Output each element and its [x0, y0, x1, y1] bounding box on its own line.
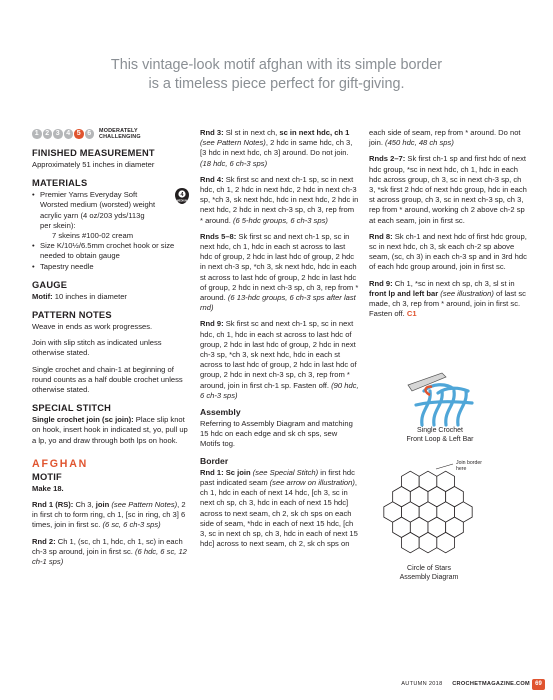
skill-dot-6: 6	[85, 129, 95, 139]
rnd-note: (see arrow on illustration)	[269, 477, 355, 487]
rnd-count: (90 hdc, 6 ch-3 sps)	[200, 380, 359, 400]
materials-item-2: • Size K/10½/6.5mm crochet hook or size needed to obtain gauge	[32, 241, 190, 261]
material-line: Premier Yarns Everyday Soft	[40, 190, 138, 200]
rnd-text: in first hdc past indicated seam	[200, 467, 355, 487]
page-footer	[370, 681, 530, 687]
special-stitch-heading: SPECIAL STITCH	[32, 403, 112, 414]
join-pointer	[436, 464, 453, 469]
rnd-label: Rnd 4:	[200, 174, 224, 184]
special-stitch-label: Single crochet join (sc join):	[32, 415, 134, 425]
rnd-note: (see Pattern Notes)	[200, 138, 266, 148]
rnd-text: each side of seam, rep from * around. Do not join.	[369, 128, 521, 148]
rnd-text: , 2 hdc in same hdc, ch 3, [3 hdc in next hdc, ch 3] around. Do not join.	[200, 138, 353, 158]
yarn-strand	[458, 391, 466, 425]
intro-line-2: is a timeless piece perfect for gift-giving.	[148, 76, 405, 92]
column-2	[200, 128, 359, 555]
rnd-count: (6 hdc, 6 sc, 12 ch-1 sps)	[32, 546, 187, 567]
assembly-diagram-caption	[384, 564, 474, 582]
stitch-illustration	[402, 365, 478, 431]
footer-issue: AUTUMN 2018	[401, 681, 443, 687]
column-1	[32, 128, 190, 573]
border-rnd-9	[369, 279, 528, 320]
rnd-bold: Sc join	[223, 467, 251, 477]
materials-item-3: • Tapestry needle	[32, 262, 190, 272]
assembly-diagram	[367, 460, 489, 564]
rnd-bold: front lp and left bar	[369, 288, 439, 298]
finished-text: Approximately 51 inches in diameter	[32, 160, 155, 169]
caption-line: Assembly Diagram	[399, 574, 459, 581]
materials-heading: MATERIALS	[32, 178, 88, 189]
rnd-text: Ch 3,	[73, 500, 96, 510]
rnd-count: (6 5-hdc groups, 6 ch-3 sps)	[232, 215, 328, 225]
skill-label-line-2: CHALLENGING	[99, 134, 141, 140]
materials-item-1	[32, 190, 190, 241]
rnd-count: (6 13-hdc groups, 6 ch-3 sps after last rnd)	[200, 293, 356, 313]
rnd-label: Rnd 9:	[369, 278, 393, 288]
gauge-heading: GAUGE	[32, 279, 68, 290]
rnd-label: Rnd 3:	[200, 128, 224, 137]
border-rnd-1	[200, 468, 359, 550]
rnd-label: Rnd 9:	[200, 319, 224, 329]
hexagon-grid	[384, 471, 472, 553]
rnd-text: Sk first ch-1 sp and first hdc of next hdc group, *sc in next hdc, ch 1, hdc in each hdc across group, ch 3, sc in next ch-3 sp, ch 3, *sk first 2 hdc of next hdc group, hdc in each st across group, ch 3, sc in next ch-3 sp, ch 3, rep from * around, working ch 2 above ch-2 sp at each seam, join in first sc.	[369, 154, 527, 225]
special-stitch-text	[32, 415, 190, 446]
assembly-text: Referring to Assembly Diagram and matching 15 hdc on each edge and sk ch sps, sew Motifs tog.	[200, 419, 353, 449]
pattern-note-2: Join with slip stitch as indicated unless otherwise stated.	[32, 338, 162, 358]
rnd-text: Sl st in next ch,	[223, 128, 280, 137]
assembly-heading: Assembly	[200, 407, 241, 418]
pattern-note-3: Single crochet and chain-1 at beginning of round counts as a half double crochet unless otherwise stated.	[32, 364, 183, 395]
border-rnds-2-7	[369, 154, 528, 225]
rnd-note: (see Special Stitch)	[250, 467, 319, 477]
rnd-text: Sk first sc and next ch-1 sp, sc in next hdc, ch 1, hdc in each st across to last hdc of group, 2 hdc in last hdc of group, 2 hdc in next ch-3 sp, *ch 3, sk next hdc, hdc in each st across to last hdc of group, 2 hdc in last hdc of group, 2 hdc in next ch-3 sp, ch 3, rep from * around.	[200, 231, 359, 303]
rnd-text: , 2 in first ch to form ring, ch 1, [sc in ring, ch 3] 6 times, join in first sc.	[32, 500, 186, 530]
column-3	[369, 128, 528, 325]
rnd-text: Sk first sc and next ch-1 sp, sc in next hdc, ch 1, 2 hdc in next hdc, 2 hdc in next ch-3 sp, *ch 3, sk next hdc, hdc in next hdc, 2 hdc in next hdc, 2 hdc in next ch-3 sp, ch 3, rep from * around.	[200, 174, 359, 225]
yarn-weight-4-medium-icon	[174, 187, 190, 205]
rnd-text: Sk first sc and next ch-1 sp, sc in next hdc, ch 1, hdc in each st across to last hdc of group, 2 hdc in last hdc of group, 2 hdc in next ch-3 sp, *ch 3, sk next hdc, hdc in each st across to last hdc of group, 2 hdc in last hdc of group, 2 hdc in next ch-3 sp, ch 3, rep from * around, join in first ch-1 sp. Fasten off.	[200, 319, 357, 390]
rnd-label: Rnd 8:	[369, 231, 393, 241]
pattern-note-1: Weave in ends as work progresses.	[32, 322, 153, 332]
rnd-count: (6 sc, 6 ch-3 sps)	[102, 520, 161, 530]
page-number: 69	[532, 679, 545, 690]
join-label-line-2: here	[456, 466, 467, 472]
gauge-text	[32, 292, 190, 302]
rnd-note: (see Pattern Notes)	[109, 500, 178, 510]
rnd-label: Rnds 2–7:	[369, 154, 406, 164]
rnd-text: Ch 1, *sc in next ch sp, ch 3, sl st in	[392, 278, 515, 288]
motif-rnd-2	[32, 537, 190, 568]
rnd-text: , ch 1, hdc in each of next 14 hdc, [ch 3, sc in next ch sp, ch 3, hdc in each of next 15 hdc] across to next seam, ch 2, sk ch sps on each side of seam, *hdc in each of next 15 hdc, [ch 3, sc in next ch sp, ch 3, hdc in each of next 15 hdc] across to next seam, ch 2, sk ch sps on	[200, 477, 358, 549]
yarn-strand	[422, 391, 430, 425]
skill-dot-1: 1	[32, 129, 42, 139]
intro-line-1: This vintage-look motif afghan with its simple border	[110, 57, 443, 73]
pattern-notes-heading: PATTERN NOTES	[32, 310, 112, 321]
stitch-illustration-caption	[388, 426, 492, 444]
rnd-label: Rnds 5–8:	[200, 231, 237, 241]
special-stitch-body: Place slip knot on hook, insert hook in indicated st, yo, pull up a lp, yo and draw through both lps on hook.	[32, 415, 188, 445]
rnd-text: Sk ch-1 and next hdc of first hdc group, sc in next hdc, ch 3, sk each ch-2 sp above seam, (sc, ch 3) in each ch-3 sp and in 3rd hdc of each hdc group around, join in first sc.	[369, 231, 527, 272]
rnd-note: (see illustration)	[438, 288, 494, 298]
motif-rnd-9	[200, 319, 359, 401]
motif-rnds-5-8	[200, 232, 359, 314]
skill-dot-5: 5	[74, 129, 84, 139]
materials-item-1-text	[32, 190, 155, 241]
motif-heading: MOTIF	[32, 471, 62, 482]
caption-line: Front Loop & Left Bar	[406, 436, 474, 443]
end-mark: C1	[406, 309, 417, 319]
skill-dot-2: 2	[43, 129, 53, 139]
rnd-label: Rnd 1 (RS):	[32, 500, 74, 510]
motif-rnd-3	[200, 128, 359, 169]
yarn-strand	[446, 391, 454, 425]
motif-rnd-1	[32, 500, 190, 531]
rnd-bold: sc in next hdc, ch 1	[279, 128, 350, 137]
material-line: per skein):	[40, 220, 76, 230]
material-line: 7 skeins #100-02 cream	[52, 231, 134, 241]
caption-line: Circle of Stars	[407, 565, 451, 572]
skill-dot-3: 3	[53, 129, 63, 139]
gauge-label: Motif:	[32, 291, 53, 301]
skill-level-indicator	[32, 128, 190, 140]
yarn-weight-word: MEDIUM	[176, 199, 188, 203]
border-rnd-1-continued	[369, 128, 528, 148]
gauge-value: 10 inches in diameter	[52, 291, 127, 301]
rnd-text: of last sc made, ch 3, rep from * around, join in first sc. Fasten off.	[369, 288, 526, 319]
yarn-strand	[434, 391, 442, 425]
footer-site: CROCHETMAGAZINE.COM	[452, 681, 530, 687]
rnd-label: Rnd 1:	[200, 467, 224, 477]
rnd-text: Ch 1, (sc, ch 1, hdc, ch 1, sc) in each ch-3 sp around, join in first sc.	[32, 536, 183, 556]
join-label-line-1: Join border	[456, 460, 482, 466]
skill-dot-4: 4	[64, 129, 74, 139]
border-heading: Border	[200, 455, 229, 466]
skill-label-line-1: MODERATELY	[99, 128, 138, 134]
finished-heading: FINISHED MEASUREMENT	[32, 148, 155, 158]
material-line: Worsted medium (worsted) weight	[40, 200, 156, 210]
border-rnd-8	[369, 232, 528, 273]
rnd-label: Rnd 2:	[32, 536, 56, 546]
skill-level-label	[99, 128, 141, 140]
rnd-count: (18 hdc, 6 ch-3 sps)	[200, 158, 268, 168]
motif-rnd-4	[200, 175, 359, 226]
intro-blurb	[0, 56, 553, 94]
rnd-count: (450 hdc, 48 ch sps)	[385, 138, 454, 148]
yarn-weight-number: 4	[180, 192, 184, 199]
afghan-heading: AFGHAN	[32, 457, 89, 470]
material-line: acrylic yarn (4 oz/203 yds/113g	[40, 210, 145, 220]
caption-line: Single Crochet	[417, 427, 463, 434]
rnd-bold: join	[95, 500, 110, 510]
motif-count: Make 18.	[32, 483, 64, 493]
